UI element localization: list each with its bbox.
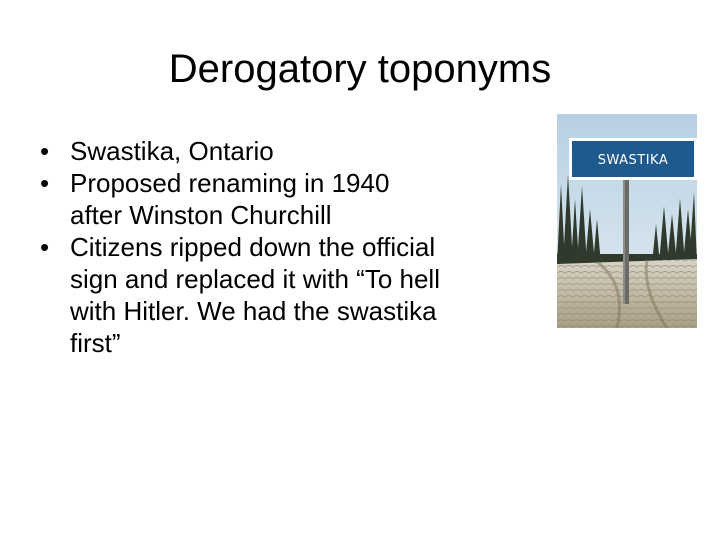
bullet-line: Citizens ripped down the official: [70, 232, 436, 262]
swastika-sign-photo: [557, 114, 697, 328]
bullet-line: sign and replaced it with “To hell: [70, 264, 440, 294]
bullet-list: [40, 135, 550, 359]
bullet-line: first”: [70, 328, 121, 358]
bullet-item: [40, 231, 550, 359]
bullet-item: [40, 135, 550, 167]
bullet-item: [40, 167, 550, 231]
bullet-marker: •: [40, 136, 50, 166]
bullet-line: after Winston Churchill: [70, 200, 332, 230]
bullet-line: with Hitler. We had the swastika: [70, 296, 437, 326]
sign-text: SWASTIKA: [597, 153, 669, 168]
slide-title: Derogatory toponyms: [168, 47, 552, 91]
bullet-line: Proposed renaming in 1940: [70, 168, 390, 198]
bullet-line: Swastika, Ontario: [70, 136, 274, 166]
bullet-marker: •: [40, 168, 50, 198]
bullet-marker: •: [40, 232, 50, 262]
